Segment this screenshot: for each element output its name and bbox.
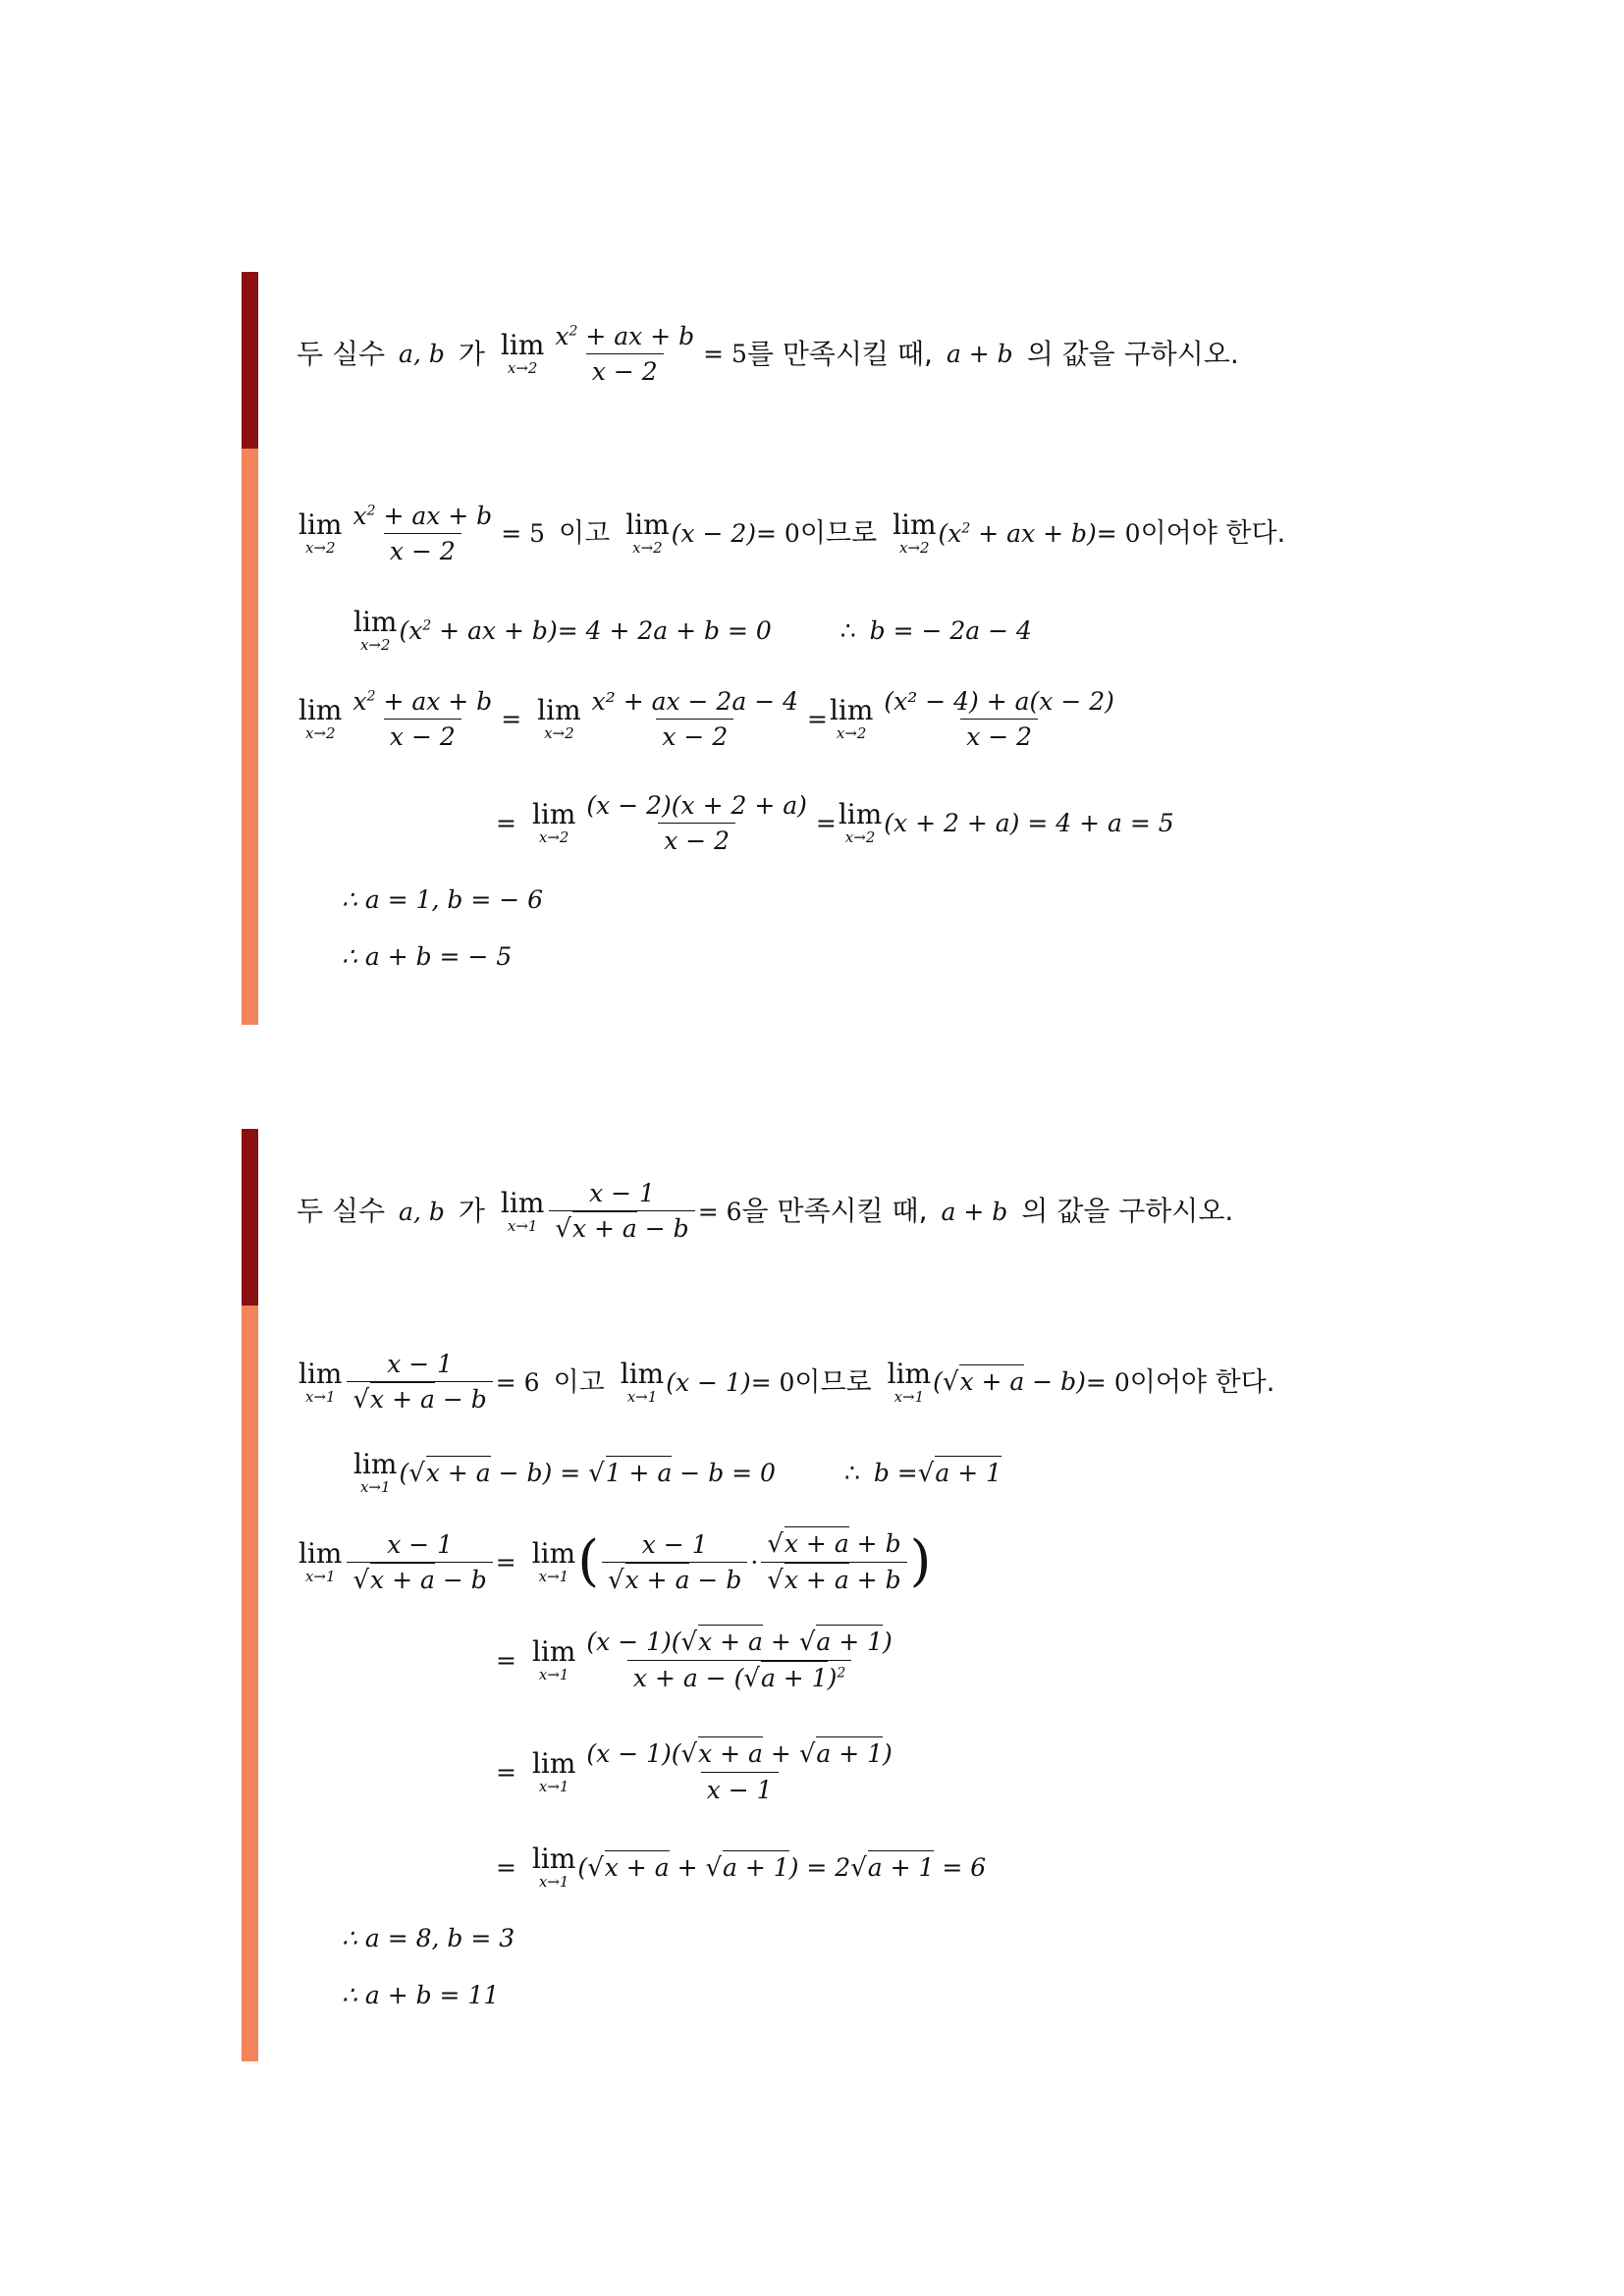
problem1-step2: lim x→2 ($x^2$ + ax + b) = 4 + 2a + b = 0 ∴ b = − 2a − 4 <box>353 606 1032 654</box>
problem1-title-bar <box>242 272 258 449</box>
problem2-step2: lim x→1 (√x + a − b) = √1 + a − b = 0 ∴ b = √a + 1 <box>353 1448 1001 1496</box>
problem1-step3: lim x→2 $\frac{x^2 + ax + b}{x - 2}$ = lim x→2 $\frac{\text{x² + ax − 2a − 4}}{x - 2}$ = lim x→2 (x² − 4) + a(x − 2) x − 2 <box>298 687 1114 751</box>
problem1-answer-sum: ∴ a + b = − 5 <box>342 942 513 971</box>
problem2-step1: lim x→1 $\frac{x - 1}{√x + a - b}$ = 6 이고 lim x→1 (x − 1) = 0 이므로 lim x→1 (√x + a − b) = 0 이어야 한다. <box>298 1350 1275 1415</box>
problem2-step3: lim x→1 $\frac{x - 1}{√x + a - b}$ = lim x→1 ( x − 1 √x + a − b · √x + a + b √x + a + b ) <box>297 1531 931 1593</box>
problem1-answer-values: ∴ a = 1, b = − 6 <box>342 885 544 914</box>
problem1-step1: lim x→2 $\frac{x^2 + ax + b}{x - 2}$ = 5 이고 lim x→2 (x − 2) = 0 이므로 lim x→2 ($x^2$ + ax + b) = 0 이어야 한다. <box>298 502 1286 565</box>
problem2-question: 두 실수 a, b 가 lim x→1 $\frac{x - 1}{√x + a - b}$ = 6 을 만족시킬 때, a + b 의 값을 구하시오. <box>297 1179 1234 1244</box>
problem2-step5: = lim x→1 (x − 1)(√x + a + √a + 1) x − 1 <box>496 1741 901 1802</box>
problem2-step4: = lim x→1 (x − 1)(√x + a + √a + 1) $x + a - (√a + 1)^2$ <box>496 1629 901 1691</box>
problem2-answer-sum: ∴ a + b = 11 <box>342 1981 500 2009</box>
problem2-answer-values: ∴ a = 8, b = 3 <box>342 1924 515 1952</box>
problem2-title-bar <box>242 1129 258 1306</box>
problem1-solution-bar <box>242 449 258 1025</box>
problem1-step4: = lim x→2 $\frac{(x - 2)(x + 2 + a)}{x - 2}$ = lim x→2 (x + 2 + a) = 4 + a = 5 <box>496 791 1174 855</box>
problem1-question: 두 실수 a, b 가 lim x→2 $\frac{x^2 + ax + b}{x - 2}$ = 5 를 만족시킬 때, a + b 의 값을 구하시오. <box>297 322 1239 386</box>
problem2-solution-bar <box>242 1306 258 2061</box>
problem2-step6: = lim x→1 (√x + a + √a + 1) = 2√a + 1 = 6 <box>496 1842 987 1891</box>
